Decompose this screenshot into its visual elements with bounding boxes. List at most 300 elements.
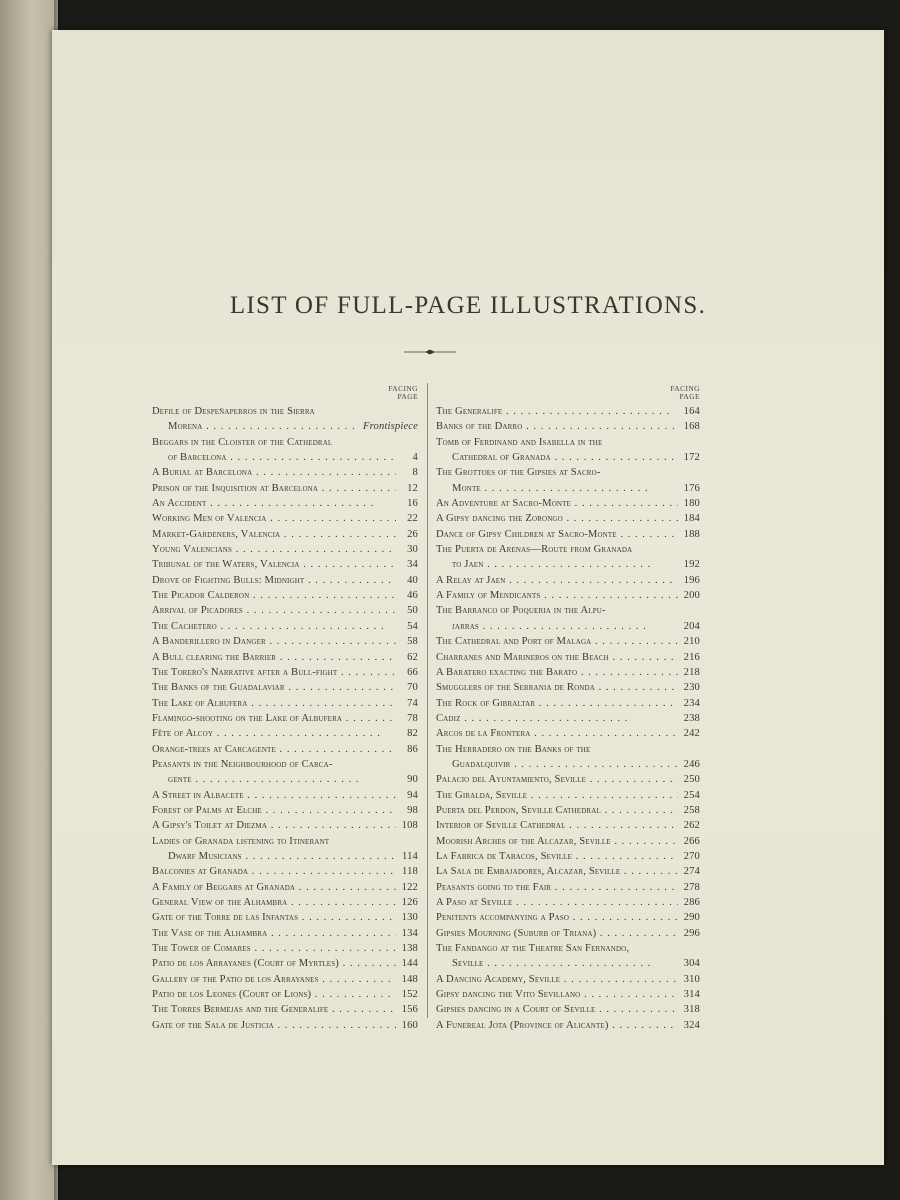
facing-page-number: 270 (683, 850, 700, 862)
illustration-entry (152, 742, 418, 757)
entry-title: The Vase of the Alhambra . . (152, 926, 396, 941)
entry-row (152, 772, 418, 787)
facing-page-number: 8 (412, 467, 418, 479)
illustration-entry (152, 910, 418, 925)
facing-page-number: 4 (412, 452, 418, 464)
entry-title: The Cachetero . . (152, 619, 396, 634)
facing-page-number: 160 (401, 1019, 418, 1031)
entry-row (436, 665, 700, 680)
facing-page-number: Frontispiece (363, 421, 418, 433)
entry-title: Orange-trees at Carcagente . . (152, 742, 396, 757)
illustration-entry (436, 864, 700, 879)
entry-row (436, 757, 700, 772)
entry-title-line: Tomb of Ferdinand and Isabella in the (436, 436, 603, 448)
entry-title-continuation: Guadalquivir . . (452, 757, 678, 772)
facing-page-number: 78 (407, 712, 418, 724)
illustration-entry (152, 465, 418, 480)
entry-row (152, 742, 418, 757)
entry-title: Gipsy dancing the Vito Sevillano . . (436, 987, 678, 1002)
facing-page-number: 266 (683, 835, 700, 847)
facing-page-number: 258 (683, 804, 700, 816)
facing-page-number: 12 (407, 482, 418, 494)
entry-row (436, 818, 700, 833)
entry-title-line: The Grottoes of the Gipsies at Sacro- (436, 467, 601, 479)
illustration-entry (152, 788, 418, 803)
facing-page-number: 234 (683, 697, 700, 709)
entry-title: Young Valencians . . (152, 542, 396, 557)
illustration-entry (436, 772, 700, 787)
entry-title-continuation: jarras . . (452, 619, 678, 634)
illustration-entry (152, 803, 418, 818)
facing-page-number: 200 (683, 590, 700, 602)
entry-title: A Banderillero in Danger . . (152, 634, 396, 649)
facing-page-header (152, 385, 418, 401)
entry-title-continuation: of Barcelona . . (168, 450, 396, 465)
entry-title: The Torres Bermejas and the Generalife . . (152, 1002, 396, 1017)
entry-title-continuation: Morena . . (168, 419, 359, 434)
entry-title-continuation: Cathedral of Granada . . (452, 450, 678, 465)
facing-page-number: 122 (401, 881, 418, 893)
entry-title-line: Peasants in the Neighbourhood of Carca- (152, 758, 333, 770)
facing-page-number: 86 (407, 743, 418, 755)
entry-row (152, 1002, 418, 1017)
illustration-entry (436, 680, 700, 695)
entry-row (152, 696, 418, 711)
illustration-entry (152, 557, 418, 572)
illustration-entry (152, 542, 418, 557)
entry-row (436, 481, 700, 496)
facing-page-number: 126 (401, 897, 418, 908)
illustration-entry (152, 972, 418, 987)
entry-row (152, 941, 418, 956)
entry-title: Market-Gardeners, Valencia . . (152, 527, 396, 542)
facing-page-number: 152 (401, 989, 418, 1001)
entry-title: Gate of the Torre de las Infantas . . (152, 910, 396, 925)
facing-page-number: 246 (683, 758, 700, 770)
entry-row (436, 864, 700, 879)
facing-page-number: 98 (407, 804, 418, 816)
facing-label: FACING (670, 384, 700, 393)
facing-page-number: 274 (683, 866, 700, 878)
facing-page-number: 318 (683, 1004, 700, 1016)
entry-row (436, 956, 700, 971)
facing-page-number: 196 (683, 574, 700, 586)
facing-page-number: 184 (683, 513, 700, 525)
entry-title: A Burial at Barcelona . . (152, 465, 396, 480)
entry-title: Palacio del Ayuntamiento, Seville . . (436, 772, 678, 787)
illustration-entry (436, 880, 700, 895)
entry-title: Balconies at Granada . . (152, 864, 396, 879)
entry-row (436, 726, 700, 741)
illustration-entry (152, 987, 418, 1002)
illustration-entry (152, 404, 418, 435)
facing-page-number: 22 (407, 513, 418, 525)
facing-page-number: 238 (683, 712, 700, 724)
illustration-entry (436, 419, 700, 434)
entry-title: Patio de los Leones (Court of Lions) . . (152, 987, 396, 1002)
facing-page-number: 314 (683, 989, 700, 1001)
entry-row (152, 419, 418, 434)
illustration-entry (436, 788, 700, 803)
illustration-entry (152, 956, 418, 971)
entry-row (152, 711, 418, 726)
entry-title: Puerta del Perdon, Seville Cathedral . . (436, 803, 678, 818)
entry-row (436, 972, 700, 987)
entry-row (436, 880, 700, 895)
entry-row (152, 680, 418, 695)
entry-row (152, 465, 418, 480)
entry-title: A Gipsy dancing the Zorongo . . (436, 511, 678, 526)
entry-title: Working Men of Valencia . . (152, 511, 396, 526)
illustration-entry (152, 511, 418, 526)
illustration-entry (436, 926, 700, 941)
facing-page-number: 164 (683, 406, 700, 417)
illustration-entry (152, 926, 418, 941)
illustration-entry (436, 511, 700, 526)
entry-row (152, 818, 418, 833)
facing-page-number: 94 (407, 789, 418, 801)
entry-row (436, 650, 700, 665)
entry-title: A Baratero exacting the Barato . . (436, 665, 678, 680)
entry-title: Drove of Fighting Bulls: Midnight . . (152, 573, 396, 588)
entry-row (152, 588, 418, 603)
entry-title-line: Ladies of Granada listening to Itinerant (152, 835, 330, 847)
entry-row (436, 803, 700, 818)
facing-page-number: 40 (407, 574, 418, 586)
illustration-entry (436, 588, 700, 603)
facing-page-number: 74 (407, 697, 418, 709)
illustration-entry (152, 726, 418, 741)
facing-page-number: 130 (401, 912, 418, 924)
entry-title: Banks of the Darro . . (436, 419, 678, 434)
facing-page-number: 70 (407, 682, 418, 694)
illustration-entry (436, 665, 700, 680)
entry-title-continuation: gente . . (168, 772, 396, 787)
facing-page-number: 82 (407, 728, 418, 740)
entry-title: The Torero's Narrative after a Bull-fight . . (152, 665, 396, 680)
entry-title: Patio de los Arrayanes (Court of Myrtles) . . (152, 956, 396, 971)
illustration-entry (436, 603, 700, 634)
facing-page-number: 176 (683, 482, 700, 494)
right-entries (436, 404, 700, 1033)
facing-page-number: 278 (683, 881, 700, 893)
entry-title: The Generalife . . (436, 404, 678, 419)
entry-row (436, 834, 700, 849)
page-label: PAGE (679, 392, 700, 401)
facing-page-number: 304 (683, 958, 700, 970)
facing-page-number: 180 (683, 498, 700, 510)
entry-title: A Gipsy's Toilet at Diezma . . (152, 818, 396, 833)
illustration-entry (152, 496, 418, 511)
illustration-entry (436, 972, 700, 987)
illustration-entry (152, 1002, 418, 1017)
entry-row (436, 849, 700, 864)
facing-page-number: 210 (683, 636, 700, 648)
entry-row (152, 650, 418, 665)
illustration-entry (152, 527, 418, 542)
illustration-entry (436, 834, 700, 849)
entry-row (436, 419, 700, 434)
entry-title: Gallery of the Patio de los Arrayanes . . (152, 972, 396, 987)
entry-row (436, 450, 700, 465)
entry-row (152, 864, 418, 879)
right-column (436, 385, 700, 1033)
entry-row (436, 926, 700, 941)
entry-title: The Banks of the Guadalaviar . . (152, 680, 396, 695)
illustration-entry (152, 588, 418, 603)
entry-title-line: Beggars in the Cloister of the Cathedral (152, 436, 333, 448)
illustration-entry (152, 573, 418, 588)
illustration-entry (152, 818, 418, 833)
illustration-entry (152, 880, 418, 895)
entry-row (152, 619, 418, 634)
entry-title: Gipsies Mourning (Suburb of Triana) . . (436, 926, 678, 941)
illustration-entry (436, 650, 700, 665)
entry-row (436, 680, 700, 695)
illustration-entry (436, 527, 700, 542)
facing-page-number: 54 (407, 620, 418, 632)
entry-row (436, 496, 700, 511)
entry-row (152, 880, 418, 895)
facing-page-number: 138 (401, 943, 418, 955)
entry-row (436, 895, 700, 910)
column-divider (427, 383, 428, 1018)
facing-page-number: 144 (401, 958, 418, 970)
illustration-entry (152, 650, 418, 665)
entry-row (436, 619, 700, 634)
illustration-entry (152, 711, 418, 726)
facing-page-number: 46 (407, 590, 418, 602)
entry-title: The Rock of Gibraltar . . (436, 696, 678, 711)
facing-page-number: 204 (683, 620, 700, 632)
entry-title: Tribunal of the Waters, Valencia . . (152, 557, 396, 572)
illustration-entry (152, 757, 418, 788)
book-page (52, 30, 884, 1165)
facing-page-number: 192 (683, 559, 700, 571)
facing-page-number: 218 (683, 666, 700, 678)
facing-page-number: 118 (402, 866, 418, 878)
illustration-entry (436, 910, 700, 925)
facing-page-number: 286 (683, 897, 700, 908)
entry-row (152, 1018, 418, 1033)
entry-title: Penitents accompanying a Paso . . (436, 910, 678, 925)
entry-row (436, 711, 700, 726)
illustration-entry (152, 864, 418, 879)
facing-page-number: 148 (401, 973, 418, 985)
entry-row (152, 542, 418, 557)
entry-row (436, 696, 700, 711)
entry-row (152, 665, 418, 680)
left-page-edge (0, 0, 58, 1200)
entry-title: Smugglers of the Serrania de Ronda . . (436, 680, 678, 695)
entry-row (152, 481, 418, 496)
entry-row (436, 788, 700, 803)
entry-title: The Picador Calderon . . (152, 588, 396, 603)
facing-page-number: 172 (683, 452, 700, 464)
illustration-entry (436, 1018, 700, 1033)
entry-title: La Fabrica de Tabacos, Seville . . (436, 849, 678, 864)
facing-page-number: 188 (683, 528, 700, 540)
illustration-entry (152, 680, 418, 695)
entry-title: Forest of Palms at Elche . . (152, 803, 396, 818)
illustration-entry (152, 834, 418, 865)
entry-row (436, 987, 700, 1002)
entry-title: Dance of Gipsy Children at Sacro-Monte . . (436, 527, 678, 542)
illustration-entry (436, 1002, 700, 1017)
entry-row (152, 726, 418, 741)
entry-row (152, 895, 418, 910)
entry-title: A Family of Mendicants . . (436, 588, 678, 603)
entry-row (152, 972, 418, 987)
facing-page-number: 262 (683, 820, 700, 832)
entry-row (436, 772, 700, 787)
entry-row (436, 1018, 700, 1033)
entry-row (436, 588, 700, 603)
facing-page-number: 250 (683, 774, 700, 786)
facing-page-number: 230 (683, 682, 700, 694)
entry-row (436, 634, 700, 649)
entry-row (436, 910, 700, 925)
entry-title-line: The Fandango at the Theatre San Fernando, (436, 943, 630, 955)
entry-title: A Paso at Seville . . (436, 895, 678, 910)
facing-page-number: 156 (401, 1004, 418, 1016)
facing-page-header (436, 385, 700, 401)
facing-page-number: 26 (407, 528, 418, 540)
entry-title: A Street in Albacete . . (152, 788, 396, 803)
facing-page-number: 324 (683, 1019, 700, 1031)
facing-page-number: 66 (407, 666, 418, 678)
entry-title-line: Defile of Despeñaperros in the Sierra (152, 406, 315, 417)
facing-label: FACING (388, 384, 418, 393)
entry-title: A Relay at Jaen . . (436, 573, 678, 588)
facing-page-number: 134 (401, 927, 418, 939)
illustration-entry (436, 634, 700, 649)
entry-row (152, 788, 418, 803)
illustration-entry (436, 987, 700, 1002)
entry-row (152, 511, 418, 526)
illustration-entry (436, 496, 700, 511)
entry-row (152, 634, 418, 649)
illustration-entry (152, 696, 418, 711)
left-entries (152, 404, 418, 1033)
illustration-entry (436, 849, 700, 864)
entry-title: Peasants going to the Fair . . (436, 880, 678, 895)
entry-title-line: The Puerta de Arenas—Route from Granada (436, 544, 633, 556)
entry-title: Arrival of Picadores . . (152, 603, 396, 618)
entry-title: The Cathedral and Port of Malaga . . (436, 634, 678, 649)
illustration-entry (436, 465, 700, 496)
entry-title: An Accident . . (152, 496, 396, 511)
entry-title: La Sala de Embajadores, Alcazar, Seville . . (436, 864, 678, 879)
entry-row (436, 1002, 700, 1017)
facing-page-number: 58 (407, 636, 418, 648)
illustration-entry (152, 634, 418, 649)
entry-row (152, 803, 418, 818)
entry-row (436, 527, 700, 542)
entry-title: Cadiz . . (436, 711, 678, 726)
illustration-entry (436, 726, 700, 741)
entry-title: Flamingo-shooting on the Lake of Albufera . . (152, 711, 396, 726)
entry-row (152, 849, 418, 864)
illustration-entry (436, 696, 700, 711)
illustration-entry (436, 941, 700, 972)
illustration-entry (152, 665, 418, 680)
entry-title: General View of the Alhambra . . (152, 895, 396, 910)
illustration-entry (436, 818, 700, 833)
facing-page-number: 168 (683, 421, 700, 433)
entry-title: A Family of Beggars at Granada . . (152, 880, 396, 895)
entry-title: Prison of the Inquisition at Barcelona . . (152, 481, 396, 496)
facing-page-number: 216 (683, 651, 700, 663)
entry-title: A Funereal Jota (Province of Alicante) . . (436, 1018, 678, 1033)
illustration-entry (436, 542, 700, 573)
illustration-entry (436, 803, 700, 818)
entry-title: A Dancing Academy, Seville . . (436, 972, 678, 987)
illustration-entry (436, 742, 700, 773)
entry-title: Gate of the Sala de Justicia . . (152, 1018, 396, 1033)
entry-title: Fête of Alcoy . . (152, 726, 396, 741)
entry-row (436, 557, 700, 572)
facing-page-number: 50 (407, 605, 418, 617)
entry-title-line: The Barranco of Poqueria in the Alpu- (436, 605, 606, 617)
entry-title: Gipsies dancing in a Court of Seville . . (436, 1002, 678, 1017)
entry-title-continuation: to Jaen . . (452, 557, 678, 572)
entry-row (152, 496, 418, 511)
page-title: LIST OF FULL-PAGE ILLUSTRATIONS. (229, 292, 707, 319)
illustration-entry (152, 603, 418, 618)
entry-row (436, 573, 700, 588)
facing-page-number: 62 (407, 651, 418, 663)
facing-page-number: 290 (683, 912, 700, 924)
entry-title: The Giralda, Seville . . (436, 788, 678, 803)
facing-page-number: 296 (683, 927, 700, 939)
illustration-entry (152, 435, 418, 466)
facing-page-number: 34 (407, 559, 418, 571)
illustration-entry (436, 435, 700, 466)
illustration-entry (152, 941, 418, 956)
entry-row (152, 557, 418, 572)
entry-title: An Adventure at Sacro-Monte . . (436, 496, 678, 511)
entry-row (152, 926, 418, 941)
entry-title-continuation: Monte . . (452, 481, 678, 496)
entry-row (152, 573, 418, 588)
entry-title: The Tower of Comares . . (152, 941, 396, 956)
facing-page-number: 30 (407, 544, 418, 556)
entry-row (436, 404, 700, 419)
entry-title-line: The Herradero on the Banks of the (436, 743, 591, 755)
entry-title: A Bull clearing the Barrier . . (152, 650, 396, 665)
entry-title-continuation: Seville . . (452, 956, 678, 971)
facing-page-number: 242 (683, 728, 700, 740)
entry-row (152, 527, 418, 542)
entry-row (152, 987, 418, 1002)
illustration-entry (436, 711, 700, 726)
illustration-entry (436, 573, 700, 588)
entry-title: The Lake of Albufera . . (152, 696, 396, 711)
illustration-entry (152, 895, 418, 910)
illustration-entry (152, 481, 418, 496)
facing-page-number: 254 (683, 789, 700, 801)
illustration-entry (152, 1018, 418, 1033)
entry-title: Charranes and Marineros on the Beach . . (436, 650, 678, 665)
facing-page-number: 108 (401, 820, 418, 832)
facing-page-number: 114 (402, 850, 418, 862)
facing-page-number: 90 (407, 774, 418, 786)
left-column (152, 385, 418, 1033)
entry-row (152, 603, 418, 618)
facing-page-number: 310 (683, 973, 700, 985)
entry-title-continuation: Dwarf Musicians . . (168, 849, 396, 864)
